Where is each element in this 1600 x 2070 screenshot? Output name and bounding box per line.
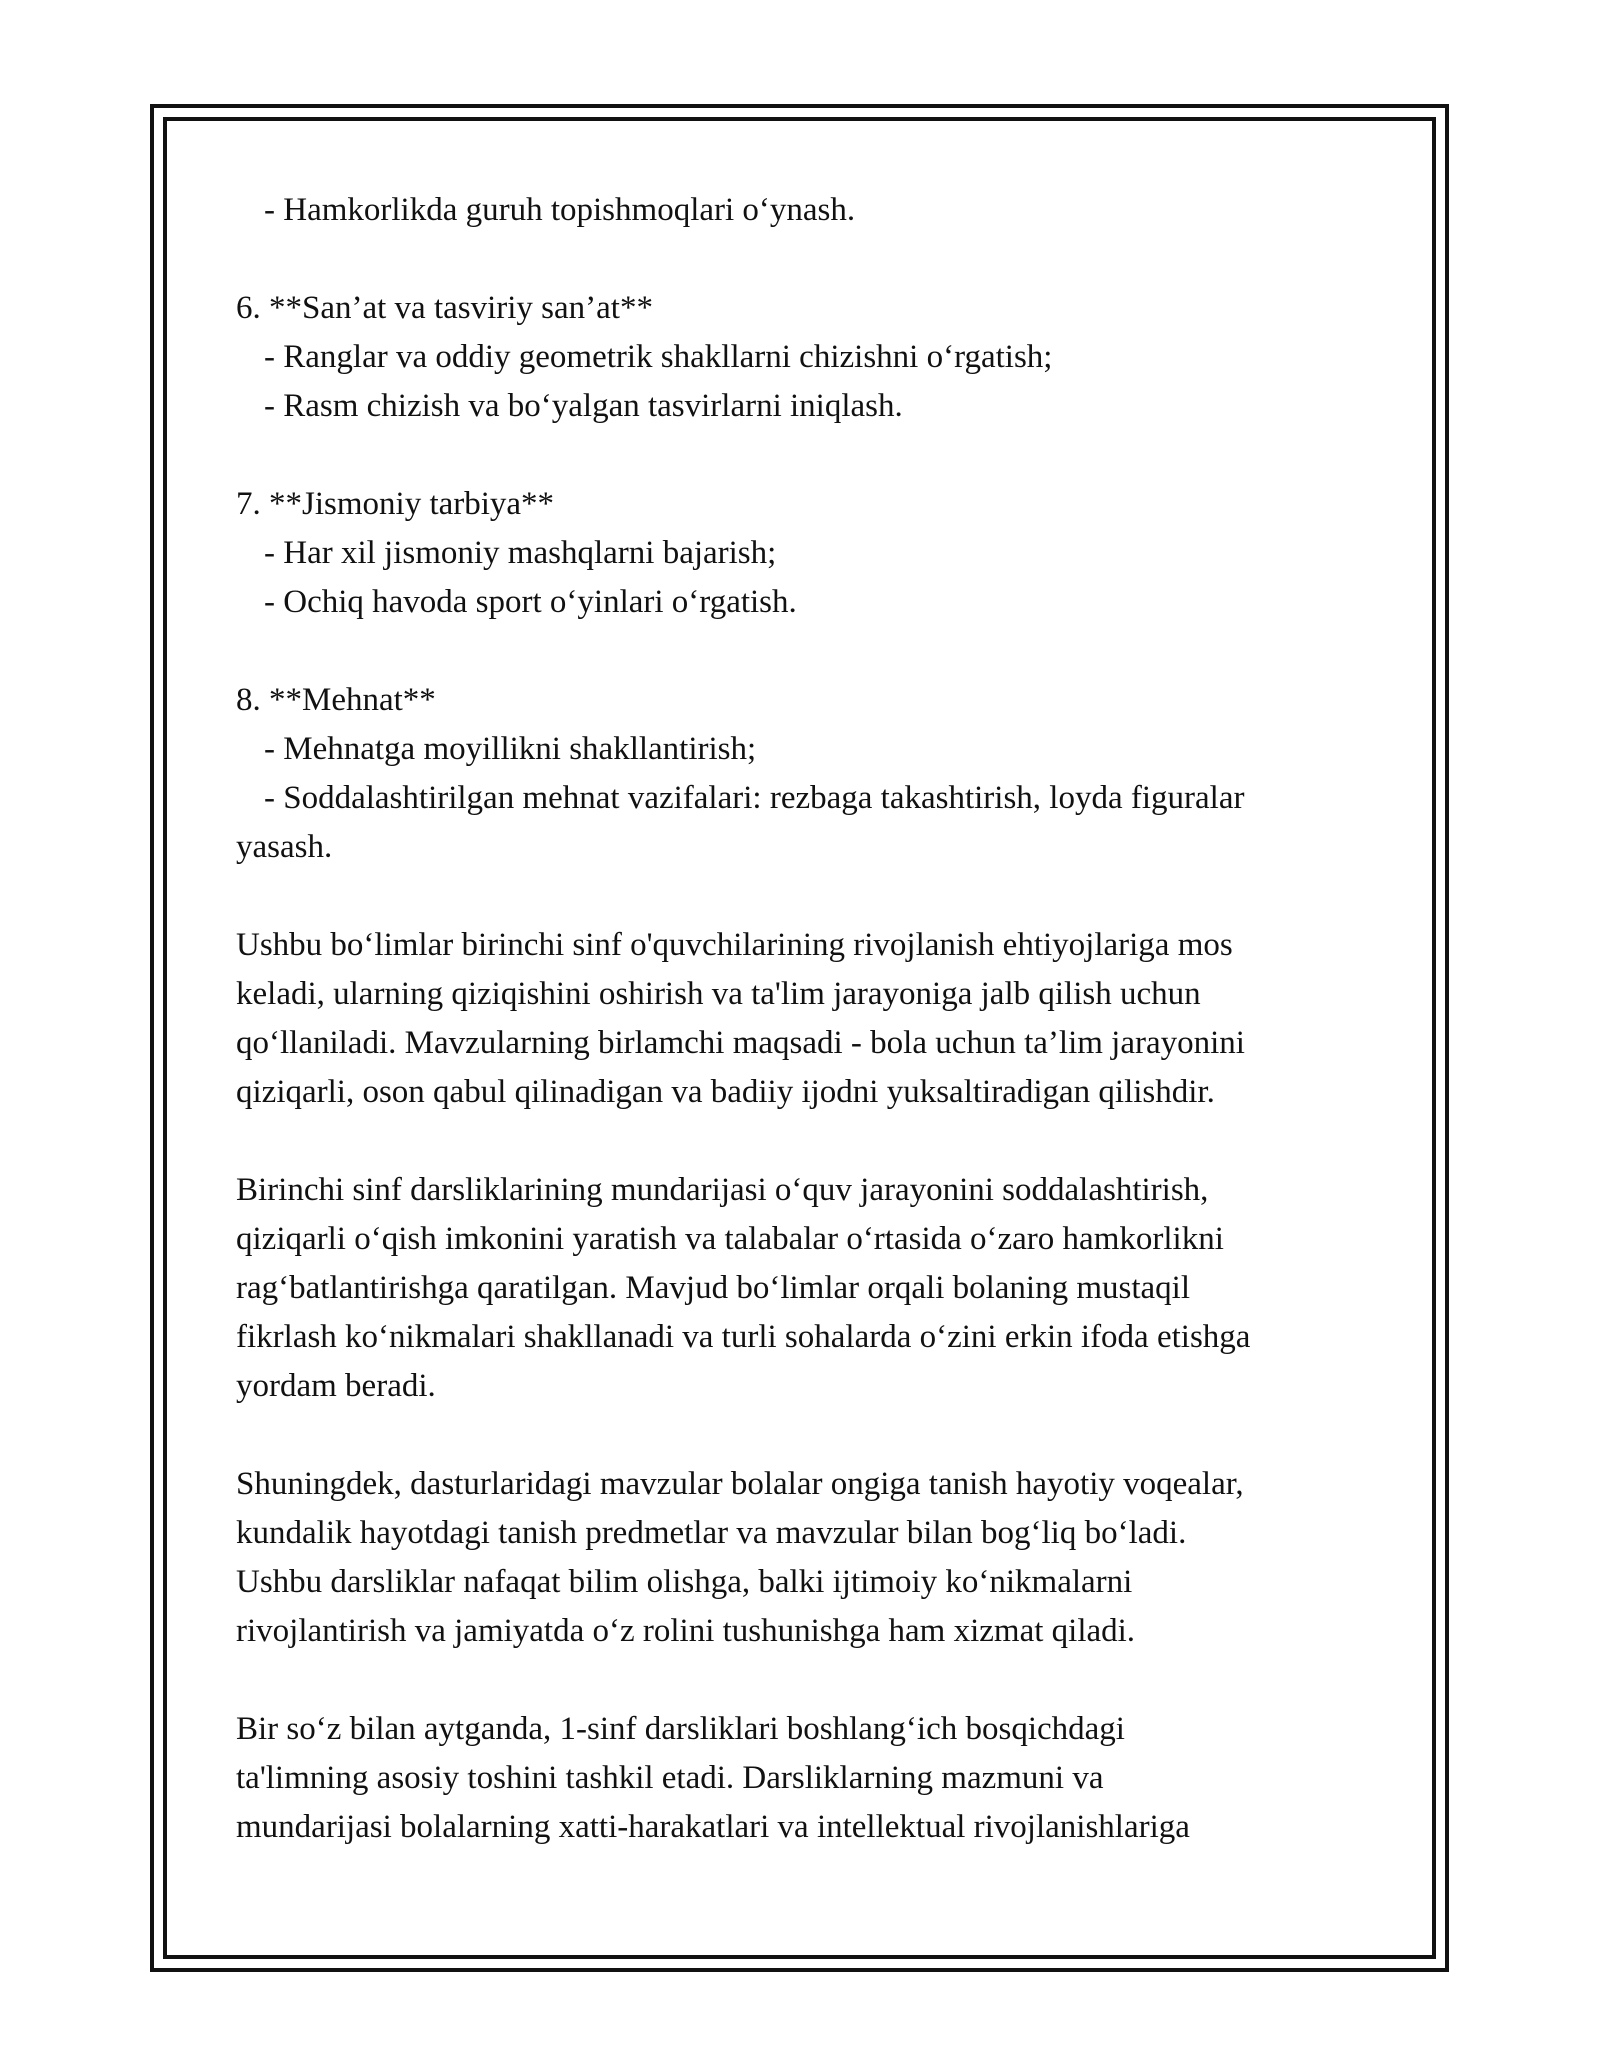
list-bullet: - Rasm chizish va bo‘yalgan tasvirlarni iniqlash. xyxy=(264,388,903,424)
list-bullet-continuation: yasash. xyxy=(236,829,333,865)
list-bullet: - Har xil jismoniy mashqlarni bajarish; xyxy=(264,535,777,571)
paragraph xyxy=(236,921,1366,1117)
spacer xyxy=(236,872,1386,921)
paragraph-line: rivojlantirish va jamiyatda o‘z rolini tushunishga ham xizmat qiladi. xyxy=(236,1613,1136,1649)
list-heading: 8. **Mehnat** xyxy=(236,682,436,718)
paragraph-line: ta'limning asosiy toshini tashkil etadi. Darsliklarning mazmuni va xyxy=(236,1760,1104,1796)
list-bullet: - Hamkorlikda guruh topishmoqlari o‘ynash. xyxy=(264,192,856,228)
paragraph-line: qo‘llaniladi. Mavzularning birlamchi maqsadi - bola uchun ta’lim jarayonini xyxy=(236,1025,1245,1061)
paragraph-line: Ushbu bo‘limlar birinchi sinf o'quvchilarining rivojlanish ehtiyojlariga mos xyxy=(236,927,1233,963)
list-item-physical-education xyxy=(236,480,1386,627)
paragraph-line: keladi, ularning qiziqishini oshirish va ta'lim jarayoniga jalb qilish uchun xyxy=(236,976,1201,1012)
document-body xyxy=(236,186,1386,1901)
paragraph xyxy=(236,1460,1366,1656)
paragraph xyxy=(236,1705,1366,1852)
spacer xyxy=(236,627,1386,676)
paragraph-line: qiziqarli, oson qabul qilinadigan va badiiy ijodni yuksaltiradigan qilishdir. xyxy=(236,1074,1215,1110)
list-bullet: - Ochiq havoda sport o‘yinlari o‘rgatish. xyxy=(264,584,797,620)
paragraph-line: fikrlash ko‘nikmalari shakllanadi va turli sohalarda o‘zini erkin ifoda etishga xyxy=(236,1319,1251,1355)
paragraph-line: Bir so‘z bilan aytganda, 1-sinf darsliklari boshlang‘ich bosqichdagi xyxy=(236,1711,1125,1747)
list-heading: 7. **Jismoniy tarbiya** xyxy=(236,486,555,522)
paragraph-line: rag‘batlantirishga qaratilgan. Mavjud bo‘limlar orqali bolaning mustaqil xyxy=(236,1270,1191,1306)
spacer xyxy=(236,431,1386,480)
list-bullet: - Ranglar va oddiy geometrik shakllarni chizishni o‘rgatish; xyxy=(264,339,1053,375)
spacer xyxy=(236,235,1386,284)
paragraph-line: mundarijasi bolalarning xatti-harakatlari va intellektual rivojlanishlariga xyxy=(236,1809,1190,1845)
paragraph-line: Ushbu darsliklar nafaqat bilim olishga, balki ijtimoiy ko‘nikmalarni xyxy=(236,1564,1133,1600)
list-item-labor xyxy=(236,676,1386,872)
paragraph-line: Birinchi sinf darsliklarining mundarijasi o‘quv jarayonini soddalashtirish, xyxy=(236,1172,1209,1208)
paragraph-line: kundalik hayotdagi tanish predmetlar va mavzular bilan bog‘liq bo‘ladi. xyxy=(236,1515,1187,1551)
list-bullet: - Soddalashtirilgan mehnat vazifalari: rezbaga takashtirish, loyda figuralar xyxy=(264,780,1245,816)
list-heading: 6. **San’at va tasviriy san’at** xyxy=(236,290,653,326)
paragraph xyxy=(236,1166,1366,1411)
paragraph-line: Shuningdek, dasturlaridagi mavzular bolalar ongiga tanish hayotiy voqealar, xyxy=(236,1466,1244,1502)
list-item-art xyxy=(236,284,1386,431)
paragraph-line: qiziqarli o‘qish imkonini yaratish va talabalar o‘rtasida o‘zaro hamkorlikni xyxy=(236,1221,1224,1257)
list-bullet: - Mehnatga moyillikni shakllantirish; xyxy=(264,731,757,767)
paragraph-line: yordam beradi. xyxy=(236,1368,436,1404)
